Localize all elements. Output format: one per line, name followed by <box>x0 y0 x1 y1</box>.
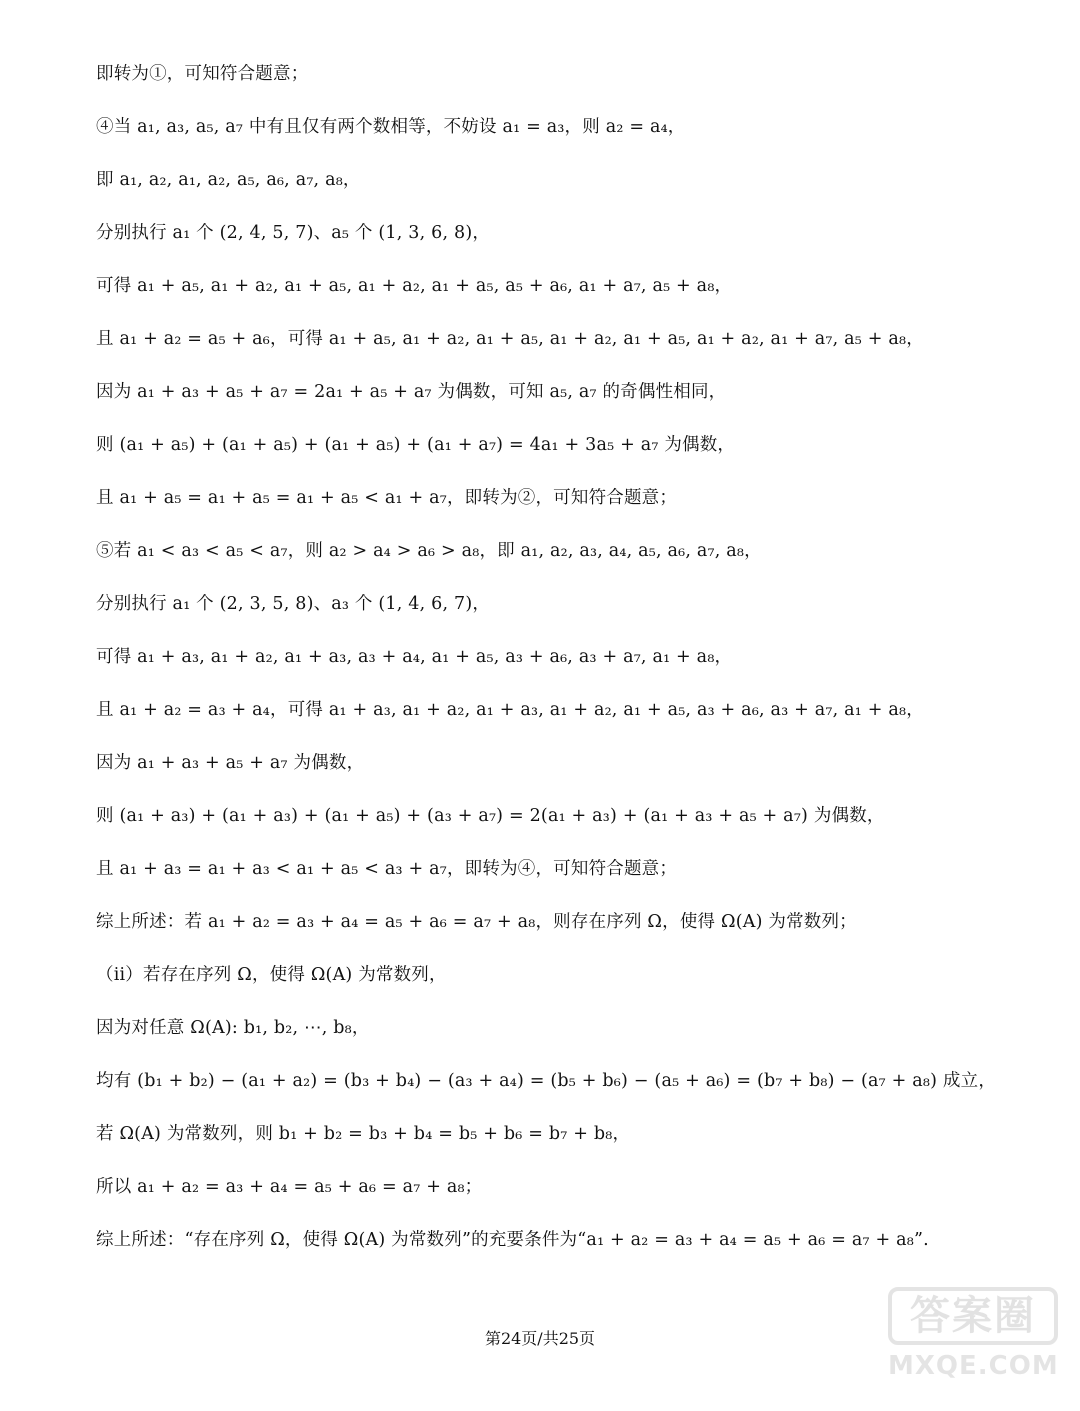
text-line: 分别执行 a₁ 个 (2, 3, 5, 8)、a₃ 个 (1, 4, 6, 7)， <box>96 594 491 614</box>
text-line: 且 a₁ + a₃ = a₁ + a₃ < a₁ + a₅ < a₃ + a₇，即转为④，可知符合题意； <box>96 859 678 879</box>
text-line: 分别执行 a₁ 个 (2, 4, 5, 7)、a₅ 个 (1, 3, 6, 8)， <box>96 223 491 243</box>
text-line: 均有 (b₁ + b₂) − (a₁ + a₂) = (b₃ + b₄) − (a₃ + a₄) = (b₅ + b₆) − (a₅ + a₆) = (b₇ + b₈) − (a₇ + a₈) 成立， <box>96 1071 997 1091</box>
text-line: 可得 a₁ + a₅, a₁ + a₂, a₁ + a₅, a₁ + a₂, a₁ + a₅, a₅ + a₆, a₁ + a₇, a₅ + a₈， <box>96 276 733 296</box>
text-line: 则 (a₁ + a₃) + (a₁ + a₃) + (a₁ + a₅) + (a₃ + a₇) = 2(a₁ + a₃) + (a₁ + a₃ + a₅ + a₇) 为偶数， <box>96 806 885 826</box>
text-line: 因为 a₁ + a₃ + a₅ + a₇ 为偶数， <box>96 753 365 773</box>
watermark-logo <box>888 1287 1058 1397</box>
watermark-brand: 答案圈 <box>888 1287 1058 1345</box>
text-line: 所以 a₁ + a₂ = a₃ + a₄ = a₅ + a₆ = a₇ + a₈； <box>96 1177 483 1197</box>
text-line: 即 a₁, a₂, a₁, a₂, a₅, a₆, a₇, a₈， <box>96 170 361 190</box>
text-line: 且 a₁ + a₅ = a₁ + a₅ = a₁ + a₅ < a₁ + a₇，即转为②，可知符合题意； <box>96 488 678 508</box>
text-line: 可得 a₁ + a₃, a₁ + a₂, a₁ + a₃, a₃ + a₄, a₁ + a₅, a₃ + a₆, a₃ + a₇, a₁ + a₈， <box>96 647 733 667</box>
text-line: 综上所述：若 a₁ + a₂ = a₃ + a₄ = a₅ + a₆ = a₇ + a₈，则存在序列 Ω，使得 Ω(A) 为常数列； <box>96 912 857 932</box>
text-line: 即转为①，可知符合题意； <box>96 64 309 84</box>
solution-text <box>96 48 996 1267</box>
text-line: 则 (a₁ + a₅) + (a₁ + a₅) + (a₁ + a₅) + (a₁ + a₇) = 4a₁ + 3a₅ + a₇ 为偶数， <box>96 435 736 455</box>
text-line: 综上所述：“存在序列 Ω，使得 Ω(A) 为常数列”的充要条件为“a₁ + a₂ = a₃ + a₄ = a₅ + a₆ = a₇ + a₈”. <box>96 1230 929 1250</box>
text-line: 且 a₁ + a₂ = a₅ + a₆，可得 a₁ + a₅, a₁ + a₂, a₁ + a₅, a₁ + a₂, a₁ + a₅, a₁ + a₂, a₁ + a₇, a₅ + a₈， <box>96 329 924 349</box>
text-line: ⑤若 a₁ < a₃ < a₅ < a₇，则 a₂ > a₄ > a₆ > a₈，即 a₁, a₂, a₃, a₄, a₅, a₆, a₇, a₈， <box>96 541 762 561</box>
watermark-site: MXQE.COM <box>888 1351 1059 1381</box>
text-line: （ii）若存在序列 Ω，使得 Ω(A) 为常数列， <box>96 965 447 985</box>
text-line: 若 Ω(A) 为常数列，则 b₁ + b₂ = b₃ + b₄ = b₅ + b₆ = b₇ + b₈， <box>96 1124 631 1144</box>
text-line: 且 a₁ + a₂ = a₃ + a₄，可得 a₁ + a₃, a₁ + a₂, a₁ + a₃, a₁ + a₂, a₁ + a₅, a₃ + a₆, a₃ + a₇, a₁ + a₈， <box>96 700 924 720</box>
text-line: 因为 a₁ + a₃ + a₅ + a₇ = 2a₁ + a₅ + a₇ 为偶数，可知 a₅, a₇ 的奇偶性相同， <box>96 382 727 402</box>
page-number: 第24页/共25页 <box>484 1329 596 1348</box>
text-line: ④当 a₁, a₃, a₅, a₇ 中有且仅有两个数相等，不妨设 a₁ = a₃，则 a₂ = a₄， <box>96 117 686 137</box>
text-line: 因为对任意 Ω(A): b₁, b₂, ⋯, b₈， <box>96 1018 370 1038</box>
